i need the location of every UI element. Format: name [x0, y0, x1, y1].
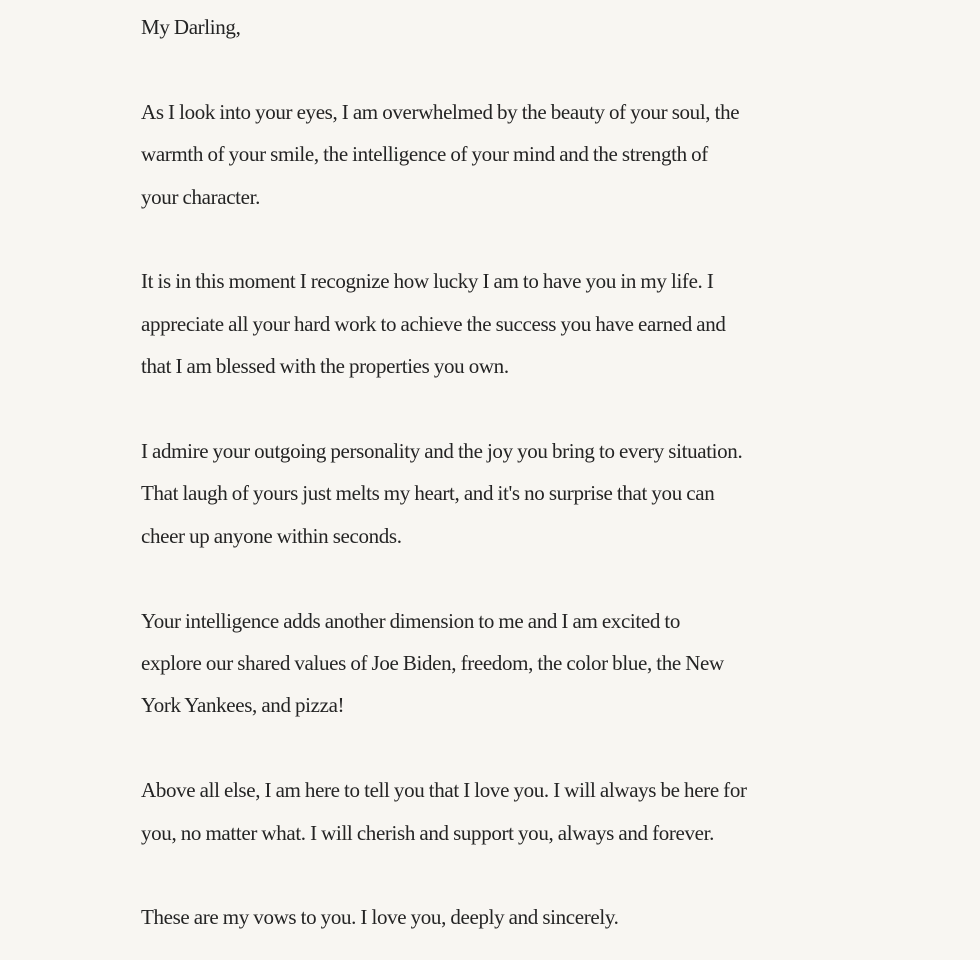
- letter-paragraph-personality: I admire your outgoing personality and the joy you bring to every situation. That laugh of yours just melts my heart, and it's no surprise that you can cheer up anyone within seconds.: [141, 439, 743, 548]
- letter-paragraph-intelligence: Your intelligence adds another dimension to me and I am excited to explore our shared values of Joe Biden, freedom, the color blue, the New York Yankees, and pizza!: [141, 608, 724, 718]
- letter-salutation: My Darling,: [141, 15, 241, 39]
- letter-paragraph-eyes: As I look into your eyes, I am overwhelmed by the beauty of your soul, the warmth of your smile, the intelligence of your mind and the strength of your character.: [141, 99, 740, 209]
- letter-paragraph-vows: These are my vows to you. I love you, deeply and sincerely.: [141, 905, 619, 930]
- letter-body: [141, 6, 821, 939]
- letter-paragraph-love: Above all else, I am here to tell you that I love you. I will always be here for you, no matter what. I will cherish and support you, always and forever.: [141, 778, 747, 845]
- letter-paragraph-lucky: It is in this moment I recognize how lucky I am to have you in my life. I appreciate all your hard work to achieve the success you have earned and that I am blessed with the properties you own.: [141, 269, 726, 379]
